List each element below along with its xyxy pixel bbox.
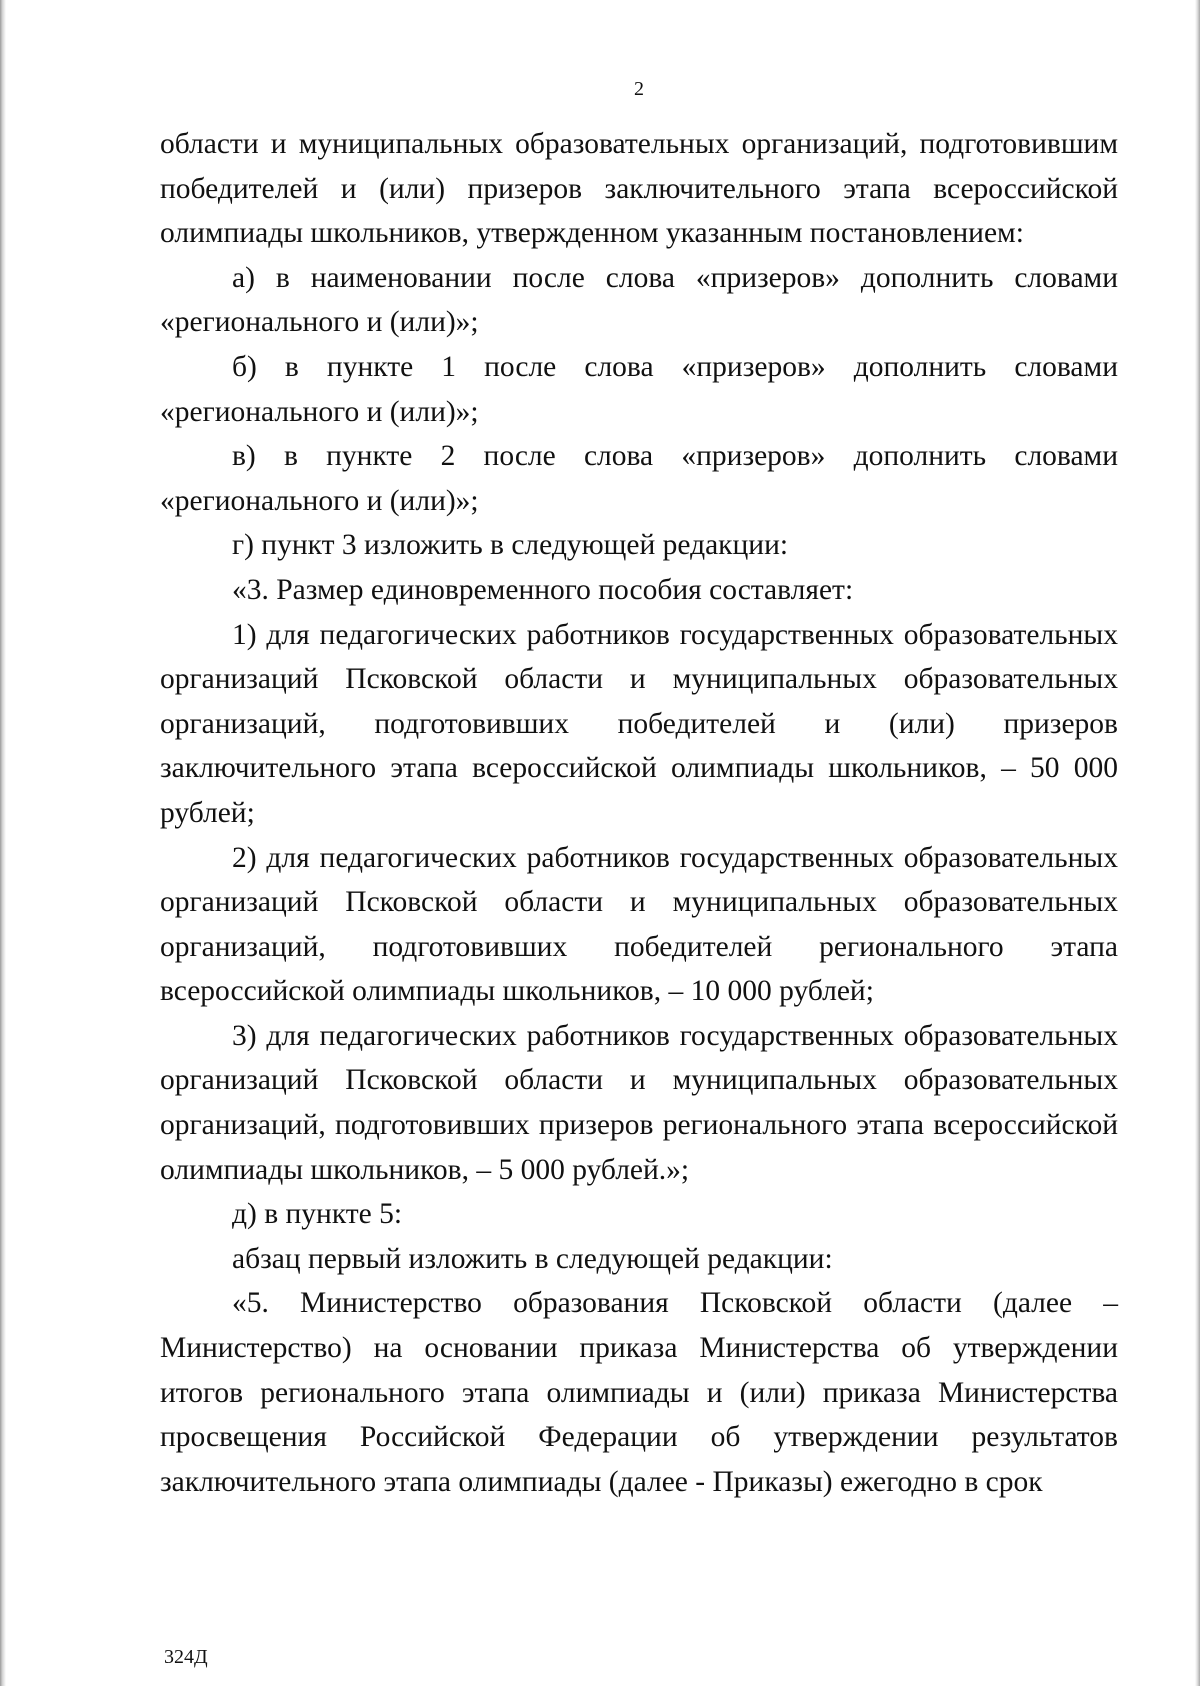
paragraph-first-abzac: абзац первый изложить в следующей редакции: bbox=[232, 1242, 833, 1275]
paragraph-point-3-intro: «3. Размер единовременного пособия составляет: bbox=[232, 573, 854, 606]
document-body bbox=[160, 122, 1118, 1504]
paragraph-subpoint-2: 2) для педагогических работников государственных образовательных организаций Псковской области и муниципальных образовательных организаций, подготовивших победителей регионального этапа всероссийской олимпиады школьников, – 10 000 рублей; bbox=[160, 841, 1118, 1008]
paragraph-subpoint-1: 1) для педагогических работников государственных образовательных организаций Псковской области и муниципальных образовательных организаций, подготовивших победителей и (или) призеров заключительного этапа всероссийской олимпиады школьников, – 50 000 рублей; bbox=[160, 618, 1118, 829]
paragraph-continuation: области и муниципальных образовательных организаций, подготовившим победителей и (или) призеров заключительного этапа всероссийской олимпиады школьников, утвержденном указанным постановлением: bbox=[160, 128, 1118, 250]
scan-edge-right bbox=[1195, 0, 1200, 1686]
paragraph-item-b: б) в пункте 1 после слова «призеров» дополнить словами «регионального и (или)»; bbox=[160, 350, 1118, 428]
page-number: 2 bbox=[634, 78, 644, 100]
paragraph-item-a: а) в наименовании после слова «призеров» дополнить словами «регионального и (или)»; bbox=[160, 261, 1118, 339]
paragraph-subpoint-3: 3) для педагогических работников государственных образовательных организаций Псковской области и муниципальных образовательных организаций, подготовивших призеров регионального этапа всероссийской олимпиады школьников, – 5 000 рублей.»; bbox=[160, 1019, 1118, 1186]
paragraph-item-g: г) пункт 3 изложить в следующей редакции: bbox=[232, 529, 789, 562]
scan-edge-left bbox=[0, 0, 6, 1686]
document-code: 324Д bbox=[164, 1646, 208, 1668]
paragraph-item-v: в) в пункте 2 после слова «призеров» дополнить словами «регионального и (или)»; bbox=[160, 440, 1118, 517]
paragraph-point-5: «5. Министерство образования Псковской области (далее – Министерство) на основании приказа Министерства об утверждении итогов регионального этапа олимпиады и (или) приказа Министерства просвещения Российской Федерации об утверждении результатов заключительного этапа олимпиады (далее - Приказы) ежегодно в срок bbox=[160, 1287, 1118, 1498]
paragraph-item-d: д) в пункте 5: bbox=[232, 1198, 403, 1231]
